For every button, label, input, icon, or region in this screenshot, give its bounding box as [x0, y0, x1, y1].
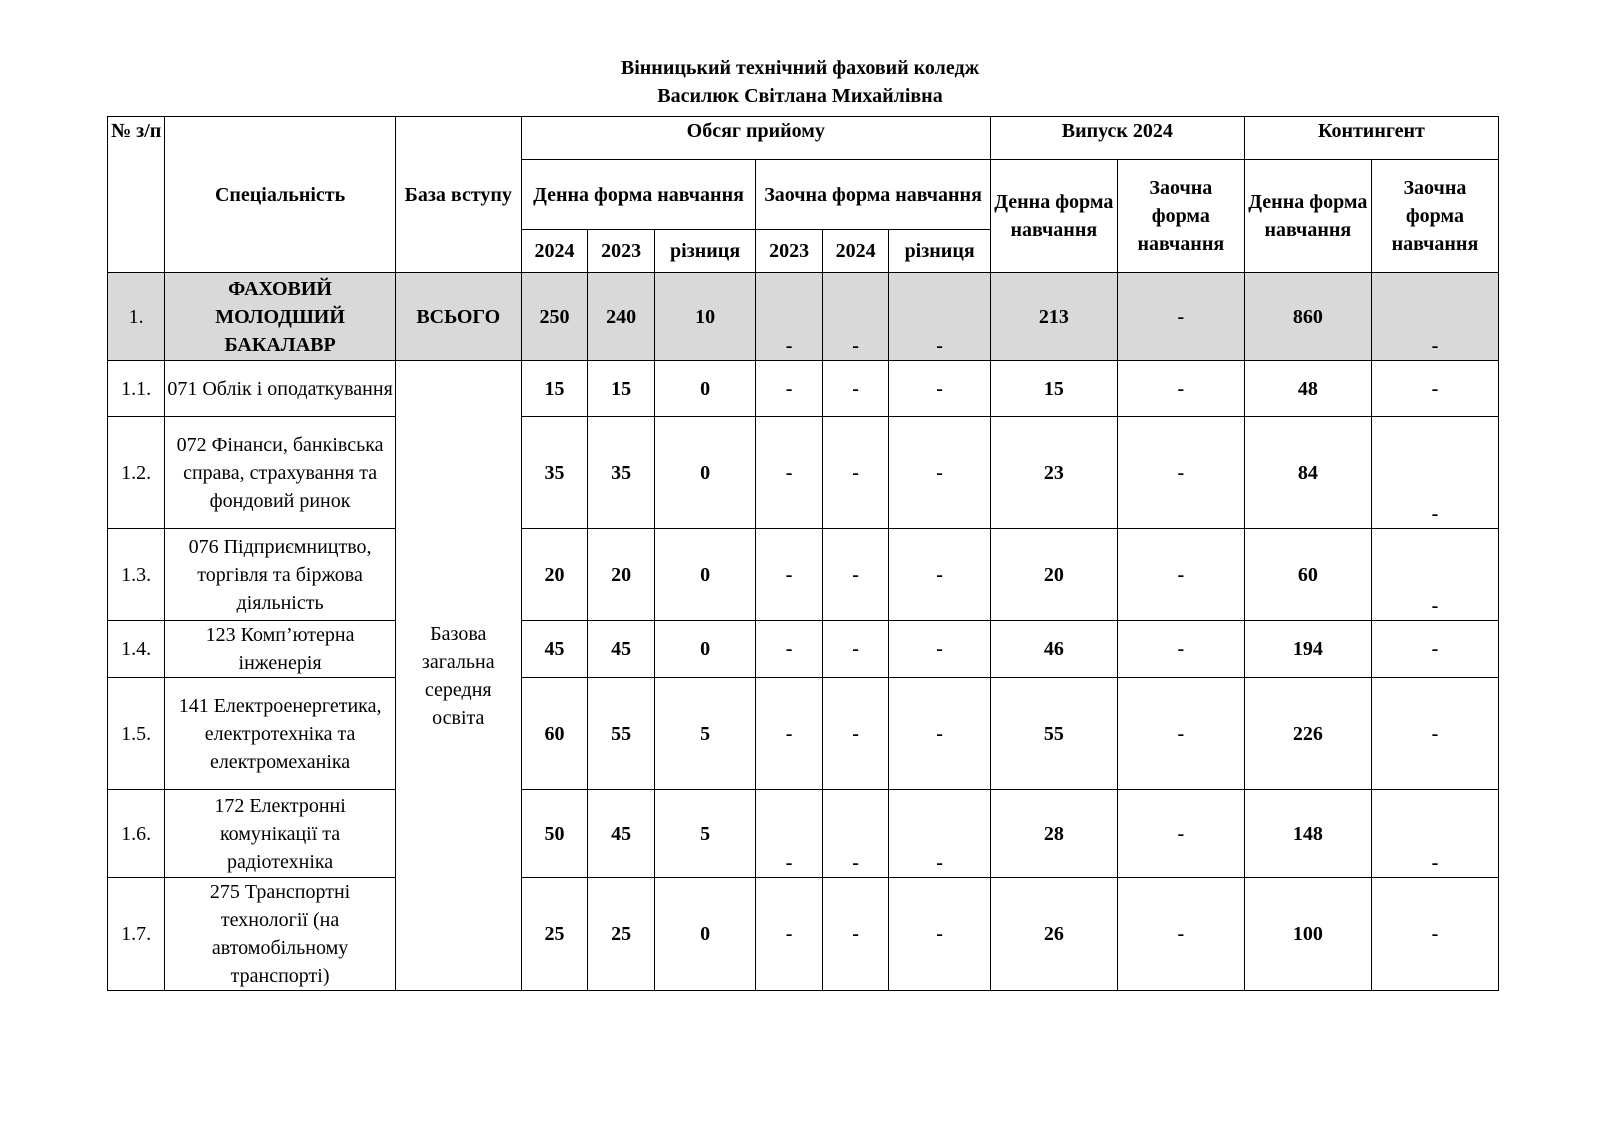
header-graduation: Випуск 2024	[990, 117, 1244, 160]
header-graduation-extramural: Заочна форма навчання	[1117, 160, 1244, 273]
row-number: 1.3.	[108, 529, 165, 621]
cell-day-diff: 0	[654, 621, 755, 678]
row-number: 1.1.	[108, 361, 165, 417]
cell-ext-2024: -	[822, 273, 889, 361]
table-row	[108, 529, 1499, 621]
cell-cont-day: 148	[1244, 790, 1371, 878]
cell-ext-2023: -	[756, 790, 823, 878]
row-number: 1.	[108, 273, 165, 361]
row-specialty: ФАХОВИЙ МОЛОДШИЙ БАКАЛАВР	[165, 273, 395, 361]
cell-ext-2024: -	[822, 529, 889, 621]
cell-grad-day: 55	[990, 678, 1117, 790]
header-ext-2024: 2024	[822, 230, 889, 273]
cell-grad-day: 46	[990, 621, 1117, 678]
cell-cont-ext: -	[1371, 790, 1498, 878]
row-specialty: 076 Підприємництво, торгівля та біржова діяльність	[165, 529, 395, 621]
header-contingent-extramural: Заочна форма навчання	[1371, 160, 1498, 273]
table-row	[108, 361, 1499, 417]
cell-ext-diff: -	[889, 678, 990, 790]
cell-grad-ext: -	[1117, 417, 1244, 529]
cell-day-2023: 45	[588, 621, 655, 678]
row-specialty: 172 Електронні комунікації та радіотехніка	[165, 790, 395, 878]
cell-day-2024: 15	[521, 361, 588, 417]
header-day-2023: 2023	[588, 230, 655, 273]
header-day-diff: різниця	[654, 230, 755, 273]
row-specialty: 072 Фінанси, банківська справа, страхування та фондовий ринок	[165, 417, 395, 529]
cell-grad-day: 20	[990, 529, 1117, 621]
cell-grad-ext: -	[1117, 529, 1244, 621]
cell-ext-2024: -	[822, 417, 889, 529]
cell-day-2023: 55	[588, 678, 655, 790]
cell-day-2024: 45	[521, 621, 588, 678]
cell-day-2024: 20	[521, 529, 588, 621]
cell-grad-ext: -	[1117, 621, 1244, 678]
cell-day-2023: 35	[588, 417, 655, 529]
row-base: Базова загальна середня освіта	[395, 361, 521, 991]
cell-ext-diff: -	[889, 417, 990, 529]
cell-cont-ext: -	[1371, 273, 1498, 361]
cell-day-diff: 0	[654, 417, 755, 529]
cell-day-diff: 0	[654, 878, 755, 991]
cell-cont-day: 226	[1244, 678, 1371, 790]
cell-day-diff: 5	[654, 678, 755, 790]
header-contingent-day: Денна форма навчання	[1244, 160, 1371, 273]
cell-ext-2023: -	[756, 417, 823, 529]
cell-grad-day: 213	[990, 273, 1117, 361]
cell-cont-ext: -	[1371, 417, 1498, 529]
cell-ext-diff: -	[889, 790, 990, 878]
cell-day-diff: 0	[654, 361, 755, 417]
cell-grad-ext: -	[1117, 273, 1244, 361]
row-number: 1.6.	[108, 790, 165, 878]
cell-ext-2023: -	[756, 678, 823, 790]
document-title-person: Василюк Світлана Михайлівна	[657, 85, 943, 107]
cell-cont-ext: -	[1371, 621, 1498, 678]
cell-cont-day: 194	[1244, 621, 1371, 678]
header-admission-extramural: Заочна форма навчання	[756, 160, 991, 230]
cell-day-diff: 10	[654, 273, 755, 361]
cell-grad-day: 26	[990, 878, 1117, 991]
cell-grad-ext: -	[1117, 678, 1244, 790]
row-specialty: 275 Транспортні технології (на автомобільному транспорті)	[165, 878, 395, 991]
admission-table	[107, 116, 1499, 991]
cell-ext-2023: -	[756, 273, 823, 361]
cell-cont-ext: -	[1371, 878, 1498, 991]
cell-ext-2024: -	[822, 361, 889, 417]
cell-cont-day: 48	[1244, 361, 1371, 417]
cell-grad-ext: -	[1117, 361, 1244, 417]
header-ext-2023: 2023	[756, 230, 823, 273]
row-specialty: 123 Комп’ютерна інженерія	[165, 621, 395, 678]
cell-ext-diff: -	[889, 878, 990, 991]
cell-ext-2023: -	[756, 361, 823, 417]
row-number: 1.7.	[108, 878, 165, 991]
cell-day-2023: 45	[588, 790, 655, 878]
row-specialty: 141 Електроенергетика, електротехніка та електромеханіка	[165, 678, 395, 790]
row-number: 1.2.	[108, 417, 165, 529]
header-graduation-day: Денна форма навчання	[990, 160, 1117, 273]
header-base: База вступу	[395, 117, 521, 273]
table-row	[108, 621, 1499, 678]
cell-ext-2024: -	[822, 678, 889, 790]
cell-day-diff: 5	[654, 790, 755, 878]
cell-day-2024: 25	[521, 878, 588, 991]
cell-day-2024: 250	[521, 273, 588, 361]
cell-day-2023: 25	[588, 878, 655, 991]
row-number: 1.4.	[108, 621, 165, 678]
header-contingent: Контингент	[1244, 117, 1498, 160]
cell-ext-2024: -	[822, 790, 889, 878]
cell-cont-day: 860	[1244, 273, 1371, 361]
cell-grad-ext: -	[1117, 878, 1244, 991]
cell-day-2023: 240	[588, 273, 655, 361]
header-admission-day: Денна форма навчання	[521, 160, 756, 230]
cell-cont-ext: -	[1371, 361, 1498, 417]
cell-ext-2023: -	[756, 529, 823, 621]
table-row	[108, 790, 1499, 878]
cell-ext-diff: -	[889, 361, 990, 417]
row-base: ВСЬОГО	[395, 273, 521, 361]
row-specialty: 071 Облік і оподаткування	[165, 361, 395, 417]
cell-cont-ext: -	[1371, 678, 1498, 790]
cell-day-2024: 50	[521, 790, 588, 878]
table-row-total	[108, 273, 1499, 361]
cell-day-diff: 0	[654, 529, 755, 621]
cell-ext-diff: -	[889, 621, 990, 678]
cell-ext-diff: -	[889, 529, 990, 621]
cell-day-2023: 15	[588, 361, 655, 417]
header-admission: Обсяг прийому	[521, 117, 990, 160]
cell-ext-diff: -	[889, 273, 990, 361]
header-ext-diff: різниця	[889, 230, 990, 273]
cell-grad-day: 15	[990, 361, 1117, 417]
document-title-institution: Вінницький технічний фаховий коледж	[620, 57, 980, 79]
header-specialty: Спеціальність	[165, 117, 395, 273]
header-day-2024: 2024	[521, 230, 588, 273]
cell-cont-day: 100	[1244, 878, 1371, 991]
cell-day-2024: 60	[521, 678, 588, 790]
cell-cont-day: 60	[1244, 529, 1371, 621]
table-row	[108, 417, 1499, 529]
cell-ext-2023: -	[756, 621, 823, 678]
header-number: № з/п	[108, 117, 165, 273]
cell-cont-ext: -	[1371, 529, 1498, 621]
cell-grad-day: 23	[990, 417, 1117, 529]
table-row	[108, 878, 1499, 991]
cell-grad-ext: -	[1117, 790, 1244, 878]
cell-day-2024: 35	[521, 417, 588, 529]
cell-ext-2023: -	[756, 878, 823, 991]
row-number: 1.5.	[108, 678, 165, 790]
cell-ext-2024: -	[822, 621, 889, 678]
cell-ext-2024: -	[822, 878, 889, 991]
cell-day-2023: 20	[588, 529, 655, 621]
table-row	[108, 678, 1499, 790]
cell-cont-day: 84	[1244, 417, 1371, 529]
cell-grad-day: 28	[990, 790, 1117, 878]
